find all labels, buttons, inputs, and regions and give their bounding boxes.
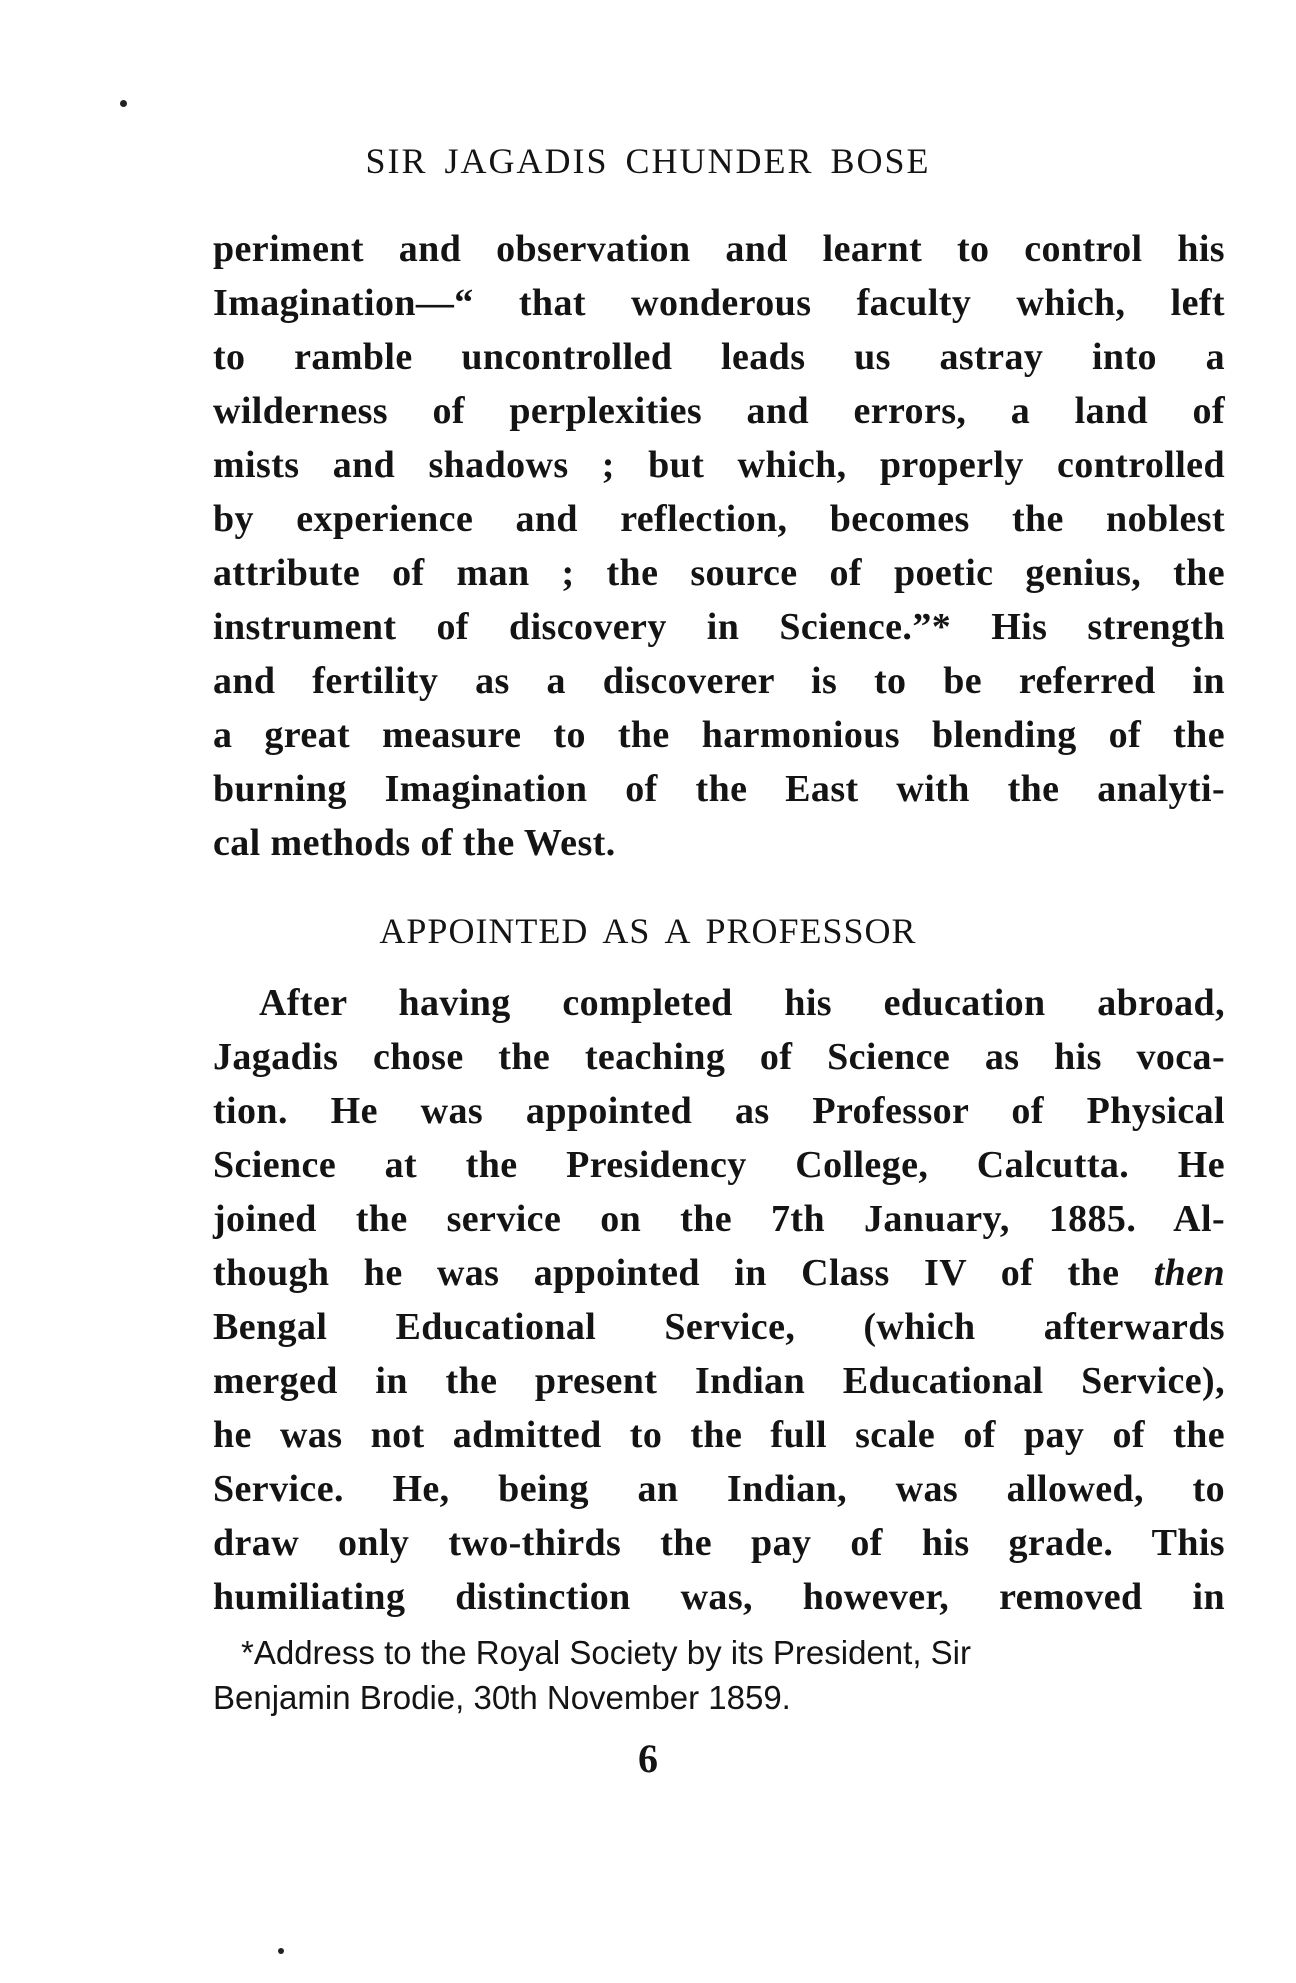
text-line: merged in the present Indian Educational Service),	[213, 1360, 1225, 1402]
text-line: and fertility as a discoverer is to be referred in	[213, 660, 1225, 702]
text-line: Jagadis chose the teaching of Science as his voca-	[213, 1036, 1225, 1078]
section-heading: APPOINTED AS A PROFESSOR	[379, 911, 917, 951]
ink-speck	[278, 1948, 284, 1954]
text-line: wilderness of perplexities and errors, a land of	[213, 390, 1225, 432]
text-line: After having completed his education abroad,	[259, 982, 1225, 1024]
text-line: a great measure to the harmonious blending of the	[213, 714, 1225, 756]
paragraph-1	[213, 222, 1225, 870]
text-line: attribute of man ; the source of poetic genius, the	[213, 552, 1225, 594]
text-line: mists and shadows ; but which, properly controlled	[213, 444, 1225, 486]
running-head: SIR JAGADIS CHUNDER BOSE	[365, 141, 931, 181]
footnote	[213, 1630, 1225, 1720]
footnote-line: *Address to the Royal Society by its President, Sir	[241, 1634, 971, 1671]
footnote-line: Benjamin Brodie, 30th November 1859.	[213, 1679, 791, 1716]
page-number: 6	[638, 1736, 658, 1781]
text-line: though he was appointed in Class IV of the then	[213, 1252, 1225, 1294]
paragraph-2	[213, 976, 1225, 1624]
text-line: humiliating distinction was, however, removed in	[213, 1576, 1225, 1618]
text-line: Science at the Presidency College, Calcutta. He	[213, 1144, 1225, 1186]
text-line: joined the service on the 7th January, 1885. Al-	[213, 1198, 1225, 1240]
text-line: by experience and reflection, becomes the noblest	[213, 498, 1225, 540]
text-line: periment and observation and learnt to control his	[213, 228, 1225, 270]
text-line: Service. He, being an Indian, was allowed, to	[213, 1468, 1225, 1510]
text-line: Bengal Educational Service, (which afterwards	[213, 1306, 1225, 1348]
text-line: tion. He was appointed as Professor of Physical	[213, 1090, 1225, 1132]
text-line: to ramble uncontrolled leads us astray into a	[213, 336, 1225, 378]
text-line: draw only two-thirds the pay of his grade. This	[213, 1522, 1225, 1564]
text-line: Imagination—“ that wonderous faculty which, left	[213, 282, 1225, 324]
ink-speck	[120, 100, 127, 107]
text-line: he was not admitted to the full scale of pay of the	[213, 1414, 1225, 1456]
text-line: instrument of discovery in Science.”* His strength	[213, 606, 1225, 648]
text-line: cal methods of the West.	[213, 822, 616, 864]
text-line: burning Imagination of the East with the analyti-	[213, 768, 1225, 810]
